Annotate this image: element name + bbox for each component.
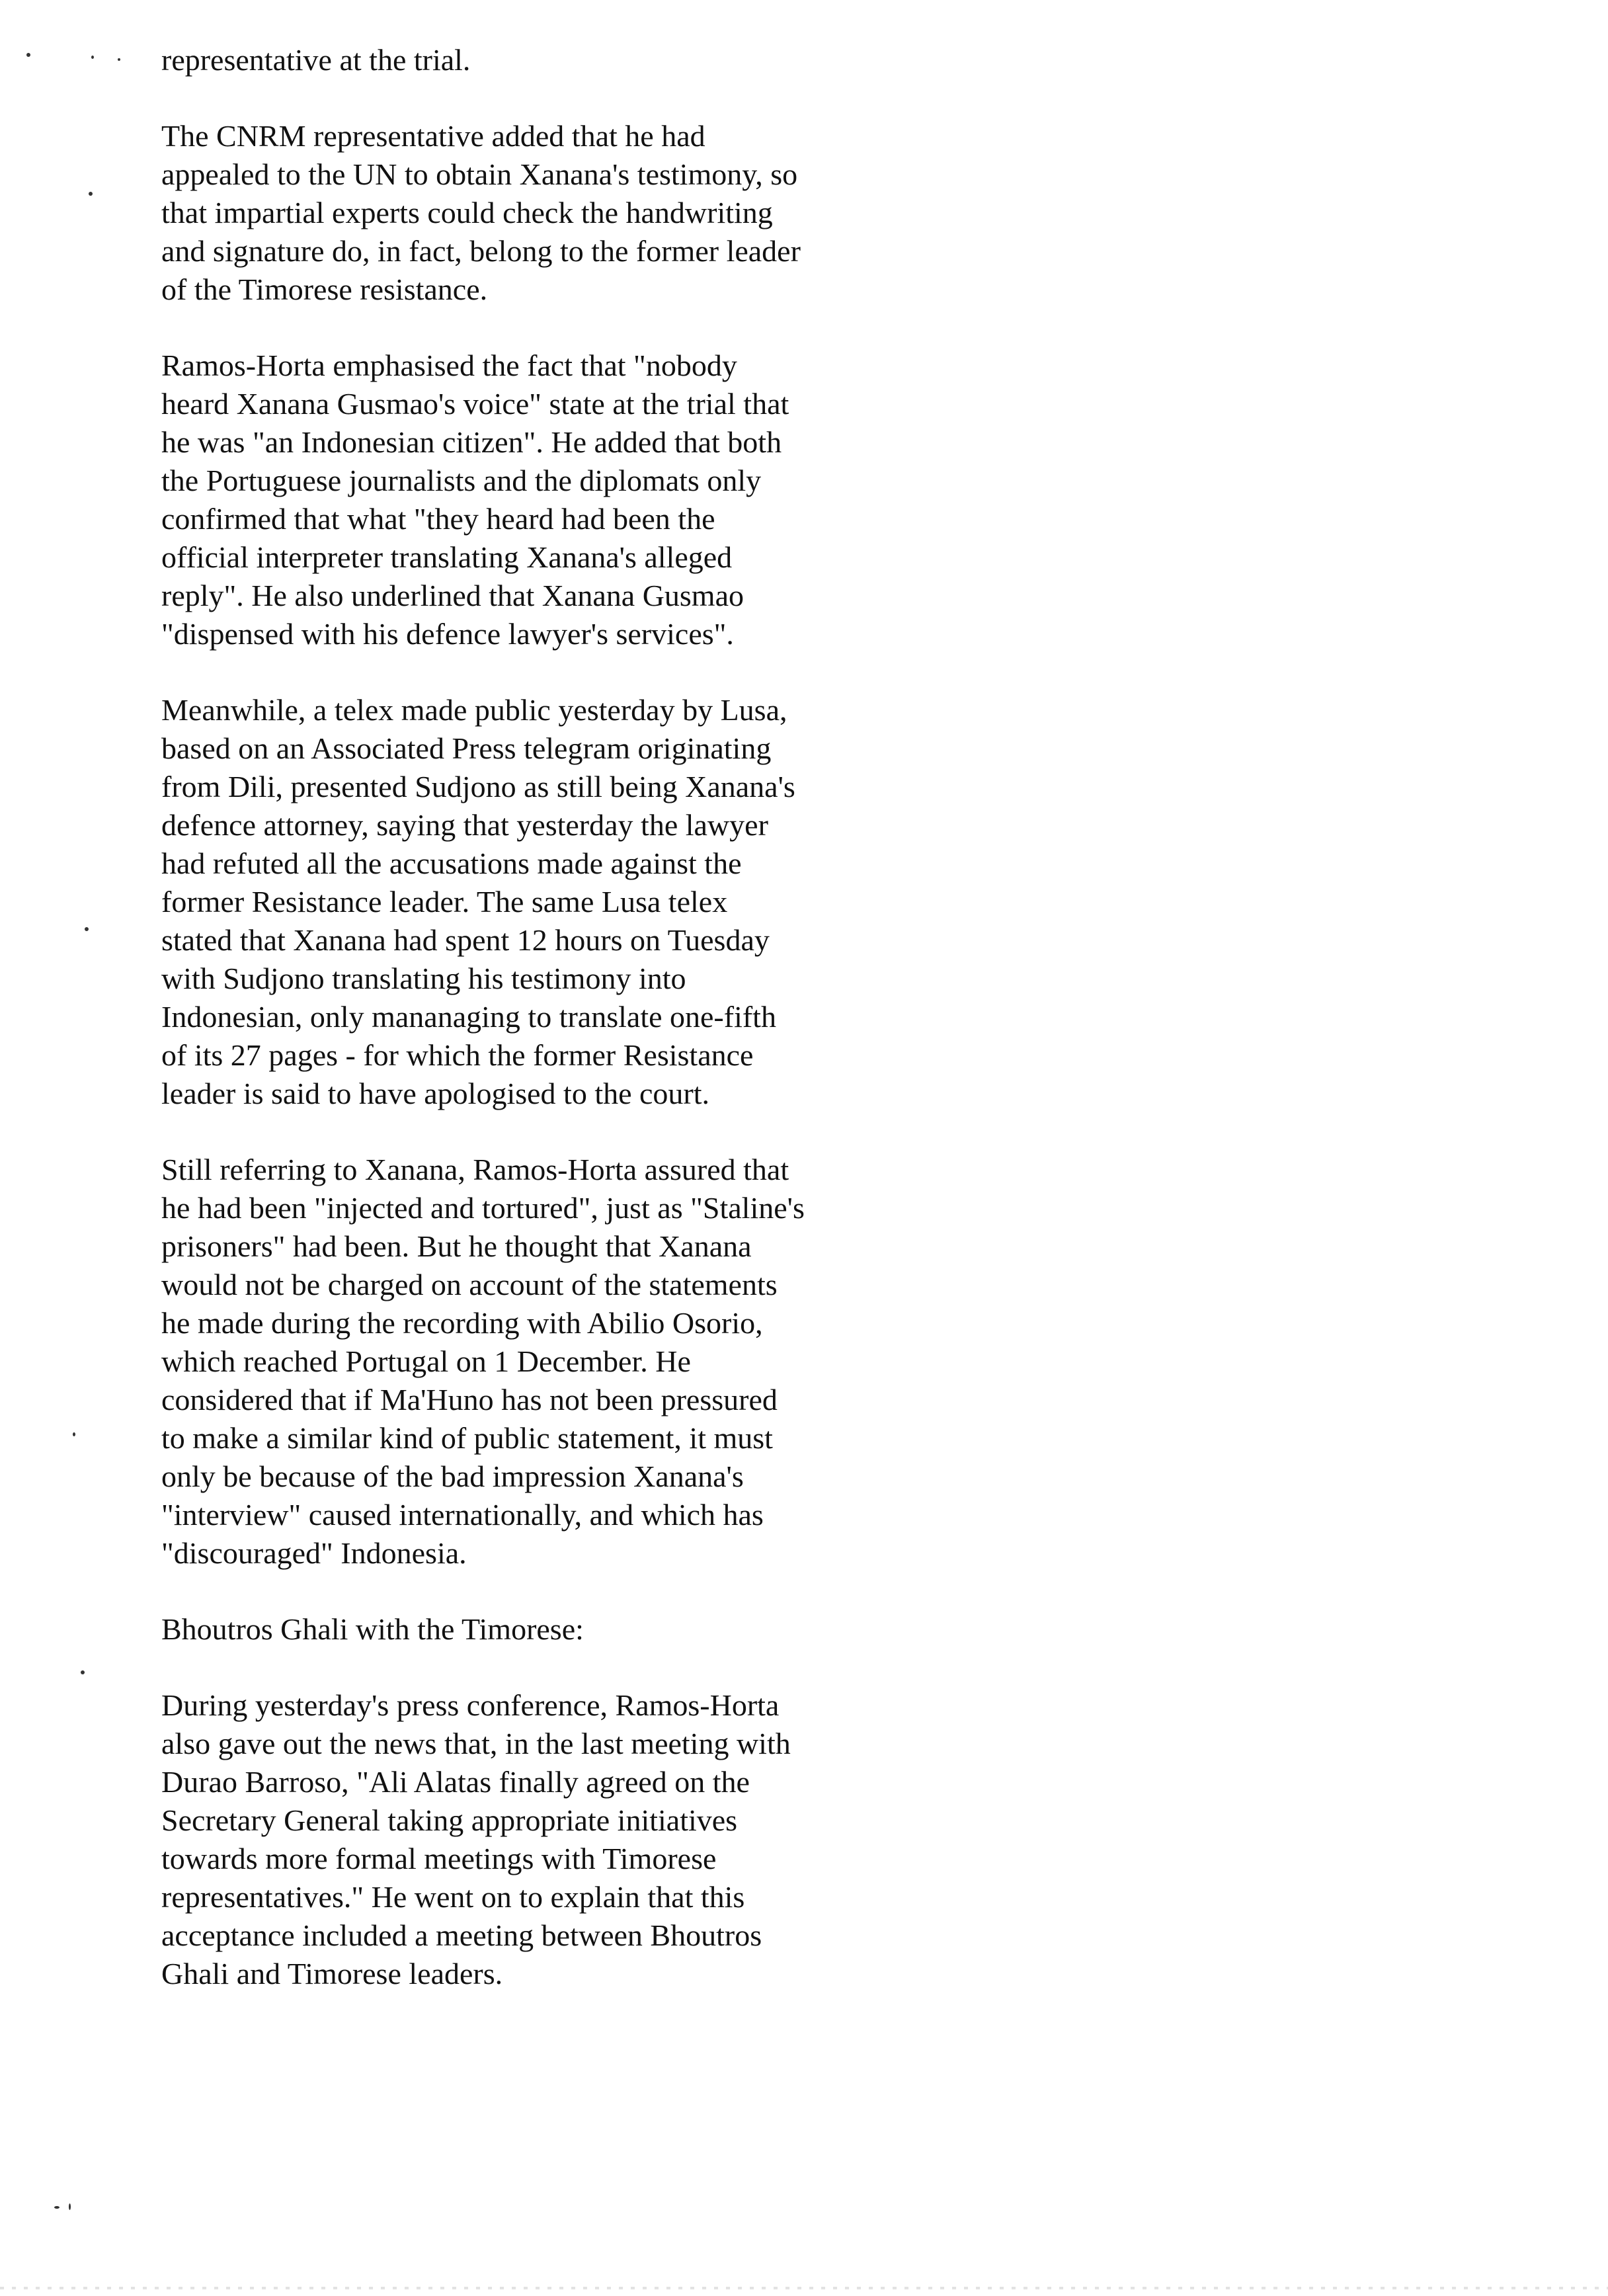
scan-speck — [81, 1670, 85, 1674]
text-line: prisoners" had been. But he thought that Xanana — [161, 1229, 752, 1263]
scan-speck — [118, 58, 120, 61]
text-line: Durao Barroso, "Ali Alatas finally agreed on the — [161, 1765, 750, 1799]
text-line: of the Timorese resistance. — [161, 272, 488, 306]
text-line: reply". He also underlined that Xanana Gusmao — [161, 579, 744, 612]
text-line: he had been "injected and tortured", just as "Staline's — [161, 1191, 805, 1225]
text-line: Indonesian, only mananaging to translate one-fifth — [161, 1000, 776, 1034]
text-line: The CNRM representative added that he had — [161, 119, 705, 153]
text-line: "dispensed with his defence lawyer's services". — [161, 617, 734, 651]
text-line: only be because of the bad impression Xanana's — [161, 1459, 744, 1493]
paragraph-4 — [161, 691, 928, 1113]
text-line: he was "an Indonesian citizen". He added that both — [161, 425, 782, 459]
text-line: heard Xanana Gusmao's voice" state at the trial that — [161, 387, 789, 421]
text-line: During yesterday's press conference, Ramos-Horta — [161, 1688, 780, 1722]
text-line: official interpreter translating Xanana's alleged — [161, 540, 733, 574]
text-line: towards more formal meetings with Timorese — [161, 1842, 717, 1875]
document-body — [161, 41, 928, 2031]
text-line: had refuted all the accusations made against the — [161, 846, 742, 880]
section-heading — [161, 1610, 928, 1649]
scan-speck — [54, 2206, 60, 2209]
paragraph-5 — [161, 1151, 928, 1573]
text-line: from Dili, presented Sudjono as still being Xanana's — [161, 770, 795, 803]
text-line: he made during the recording with Abilio Osorio, — [161, 1306, 763, 1340]
scan-speck — [73, 1432, 75, 1436]
scan-speck — [85, 927, 89, 931]
scan-speck — [91, 56, 94, 59]
scan-speck — [69, 2203, 71, 2210]
text-line: Bhoutros Ghali with the Timorese: — [161, 1612, 584, 1646]
text-line: considered that if Ma'Huno has not been pressured — [161, 1383, 778, 1416]
text-line: representative at the trial. — [161, 43, 471, 77]
paragraph-2 — [161, 117, 928, 309]
text-line: Secretary General taking appropriate initiatives — [161, 1803, 738, 1837]
scan-speck — [26, 53, 30, 57]
text-line: confirmed that what "they heard had been the — [161, 502, 715, 536]
paragraph-7 — [161, 1686, 928, 1993]
text-line: which reached Portugal on 1 December. He — [161, 1344, 691, 1378]
text-line: that impartial experts could check the handwriting — [161, 196, 773, 229]
text-line: "discouraged" Indonesia. — [161, 1536, 467, 1570]
text-line: former Resistance leader. The same Lusa telex — [161, 885, 728, 919]
text-line: with Sudjono translating his testimony into — [161, 962, 686, 995]
text-line: Ramos-Horta emphasised the fact that "nobody — [161, 348, 737, 382]
text-line: appealed to the UN to obtain Xanana's testimony, so — [161, 157, 798, 191]
text-line: also gave out the news that, in the last meeting with — [161, 1727, 791, 1760]
text-line: Meanwhile, a telex made public yesterday by Lusa, — [161, 693, 787, 727]
paragraph-3 — [161, 347, 928, 653]
text-line: to make a similar kind of public statement, it must — [161, 1421, 773, 1455]
text-line: leader is said to have apologised to the court. — [161, 1077, 710, 1110]
text-line: based on an Associated Press telegram originating — [161, 731, 772, 765]
paragraph-1 — [161, 41, 928, 79]
text-line: Still referring to Xanana, Ramos-Horta assured that — [161, 1153, 789, 1186]
text-line: representatives." He went on to explain that this — [161, 1880, 745, 1914]
text-line: Ghali and Timorese leaders. — [161, 1957, 503, 1990]
text-line: would not be charged on account of the statements — [161, 1268, 778, 1301]
text-line: stated that Xanana had spent 12 hours on Tuesday — [161, 923, 770, 957]
text-line: of its 27 pages - for which the former Resistance — [161, 1038, 754, 1072]
scan-bottom-edge — [0, 2287, 1608, 2289]
text-line: defence attorney, saying that yesterday the lawyer — [161, 808, 768, 842]
text-line: and signature do, in fact, belong to the former leader — [161, 234, 801, 268]
scan-speck — [89, 192, 93, 196]
text-line: "interview" caused internationally, and which has — [161, 1498, 764, 1532]
text-line: the Portuguese journalists and the diplomats only — [161, 464, 762, 497]
text-line: acceptance included a meeting between Bhoutros — [161, 1918, 762, 1952]
